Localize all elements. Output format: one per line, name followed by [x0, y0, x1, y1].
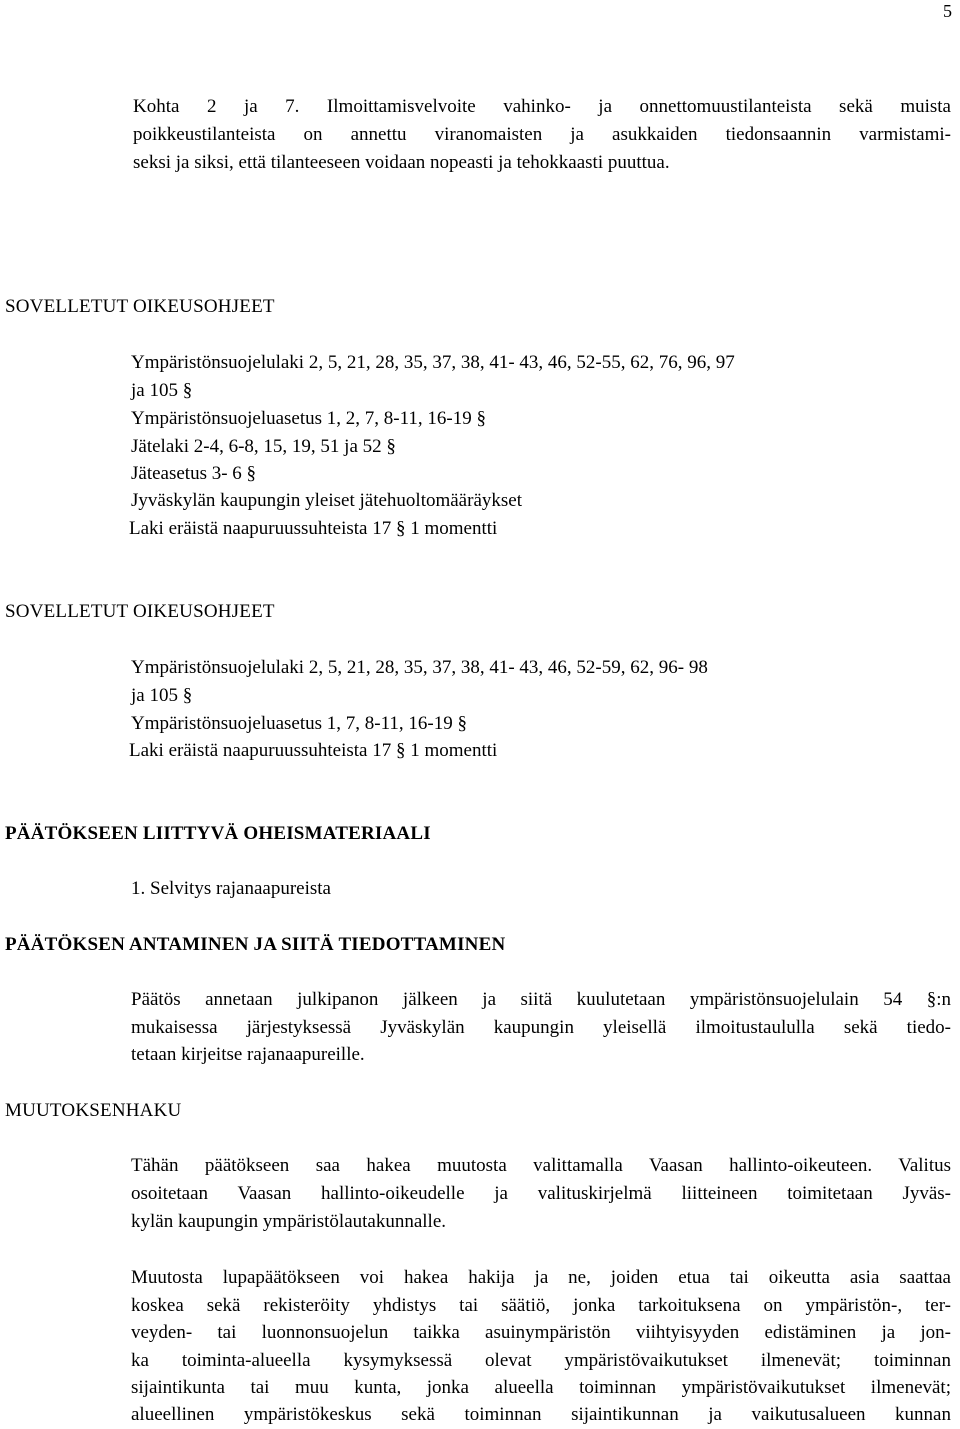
attachment-item: 1. Selvitys rajanaapureista: [131, 878, 331, 899]
section-heading-attachments: PÄÄTÖKSEEN LIITTYVÄ OHEISMATERIAALI: [5, 823, 431, 844]
reference-line: Jätelaki 2-4, 6-8, 15, 19, 51 ja 52 §: [131, 436, 396, 457]
intro-line: Kohta 2 ja 7. Ilmoittamisvelvoite vahinko- ja onnettomuustilanteista sekä muista: [133, 96, 951, 117]
reference-line: Ympäristönsuojeluasetus 1, 7, 8-11, 16-19 §: [131, 713, 467, 734]
notice-line: tetaan kirjeitse rajanaapureille.: [131, 1044, 365, 1065]
appeal-line: alueellinen ympäristökeskus sekä toiminnan sijaintikunnan ja vaikutusalueen kunnan: [131, 1404, 951, 1425]
section-heading-legal-references: SOVELLETUT OIKEUSOHJEET: [5, 296, 275, 317]
reference-line: ja 105 §: [131, 380, 193, 401]
reference-line: Jyväskylän kaupungin yleiset jätehuoltomääräykset: [131, 490, 522, 511]
page-number: 5: [943, 1, 952, 21]
reference-line: Ympäristönsuojelulaki 2, 5, 21, 28, 35, 37, 38, 41- 43, 46, 52-59, 62, 96- 98: [131, 657, 708, 678]
reference-line: Jäteasetus 3- 6 §: [131, 463, 257, 484]
appeal-line: kylän kaupungin ympäristölautakunnalle.: [131, 1211, 447, 1232]
intro-line: poikkeustilanteista on annettu viranomaisten ja asukkaiden tiedonsaannin varmistami-: [133, 124, 951, 145]
section-heading-legal-references-2: SOVELLETUT OIKEUSOHJEET: [5, 601, 275, 622]
appeal-line: ka toiminta-alueella kysymyksessä olevat ympäristövaikutukset ilmenevät; toiminnan: [131, 1350, 951, 1371]
appeal-line: koskea sekä rekisteröity yhdistys tai säätiö, jonka tarkoituksena on ympäristön-, ter-: [131, 1295, 951, 1316]
section-heading-appeal: MUUTOKSENHAKU: [5, 1100, 182, 1121]
reference-line: Laki eräistä naapuruussuhteista 17 § 1 momentti: [129, 740, 498, 761]
notice-line: mukaisessa järjestyksessä Jyväskylän kaupungin yleisellä ilmoitustaululla sekä tiedo-: [131, 1017, 951, 1038]
section-heading-decision-notice: PÄÄTÖKSEN ANTAMINEN JA SIITÄ TIEDOTTAMINEN: [5, 934, 506, 955]
appeal-line: osoitetaan Vaasan hallinto-oikeudelle ja valituskirjelmä liitteineen toimitetaan Jyväs-: [131, 1183, 951, 1204]
notice-line: Päätös annetaan julkipanon jälkeen ja siitä kuulutetaan ympäristönsuojelulain 54 §:n: [131, 989, 951, 1010]
appeal-line: Muutosta lupapäätökseen voi hakea hakija ja ne, joiden etua tai oikeutta asia saattaa: [131, 1267, 951, 1288]
appeal-line: sijaintikunta tai muu kunta, jonka alueella toiminnan ympäristövaikutukset ilmenevät;: [131, 1377, 951, 1398]
reference-line: ja 105 §: [131, 685, 193, 706]
reference-line: Ympäristönsuojeluasetus 1, 2, 7, 8-11, 16-19 §: [131, 408, 486, 429]
intro-line: seksi ja siksi, että tilanteeseen voidaan nopeasti ja tehokkaasti puuttua.: [133, 152, 670, 173]
reference-line: Ympäristönsuojelulaki 2, 5, 21, 28, 35, 37, 38, 41- 43, 46, 52-55, 62, 76, 96, 97: [131, 352, 735, 373]
appeal-line: Tähän päätökseen saa hakea muutosta valittamalla Vaasan hallinto-oikeuteen. Valitus: [131, 1155, 951, 1176]
reference-line: Laki eräistä naapuruussuhteista 17 § 1 momentti: [129, 518, 498, 539]
appeal-line: veyden- tai luonnonsuojelun taikka asuinympäristön viihtyisyyden edistäminen ja jon-: [131, 1322, 951, 1343]
